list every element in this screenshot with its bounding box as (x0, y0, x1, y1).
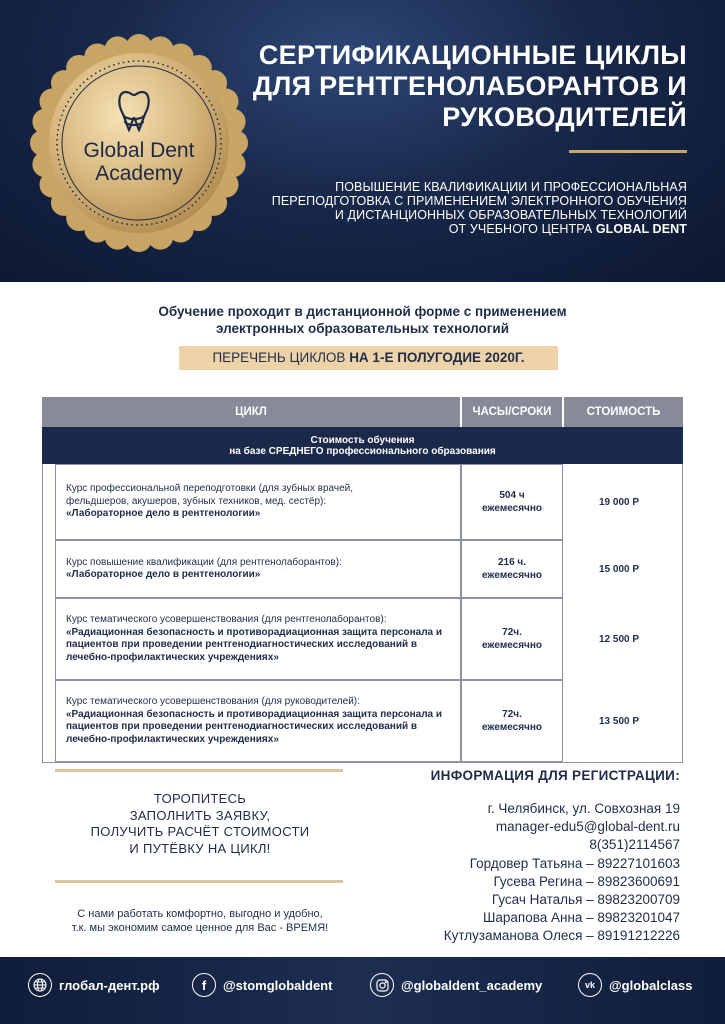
course-price: 13 500 Р (563, 680, 682, 762)
logo-name-line2: Academy (95, 162, 183, 185)
contact-person[interactable]: Гордовер Татьяна – 89227101603 (469, 855, 680, 871)
globe-icon (28, 973, 52, 997)
header-cycle: ЦИКЛ (42, 397, 460, 427)
website-link[interactable]: глобал-дент.рф (28, 973, 159, 997)
header-hours: ЧАСЫ/СРОКИ (462, 397, 562, 427)
page-subtitle: ПОВЫШЕНИЕ КВАЛИФИКАЦИИ И ПРОФЕССИОНАЛЬНАЯ ПЕРЕПОДГОТОВКА С ПРИМЕНЕНИЕМ ЭЛЕКТРОННОГО ОБУЧЕНИЯ И ДИСТАНЦИОННЫХ ОБРАЗОВАТЕЛЬНЫХ ТЕХНОЛОГИЙ ОТ УЧЕБНОГО ЦЕНТРА GLOBAL DENT (271, 180, 687, 236)
table-row (43, 464, 682, 540)
logo-name-line1: Global Dent (83, 139, 195, 162)
address: г. Челябинск, ул. Совхозная 19 (487, 801, 680, 816)
registration-title: ИНФОРМАЦИЯ ДЛЯ РЕГИСТРАЦИИ: (430, 768, 680, 783)
table-row (43, 680, 682, 762)
brand-name: GLOBAL DENT (595, 222, 687, 236)
course-description: Курс тематического усовершенствования (для руководителей): «Радиационная безопасность и противорадиационная защита персонала и пациентов при проведении рентгенодиагностических исследований в лечебно-профилактических учреждениях» (55, 680, 461, 762)
phone-link[interactable]: 8(351)2114567 (589, 837, 680, 853)
hero-banner (0, 0, 725, 282)
courses-table (42, 397, 683, 763)
table-row (43, 540, 682, 598)
course-hours: 72ч. ежемесячно (461, 598, 563, 680)
email-link[interactable]: manager-edu5@global-dent.ru (495, 819, 680, 835)
page-title: СЕРТИФИКАЦИОННЫЕ ЦИКЛЫ ДЛЯ РЕНТГЕНОЛАБОРАНТОВ И РУКОВОДИТЕЛЕЙ (252, 40, 687, 132)
vk-icon: vk (578, 973, 602, 997)
course-price: 15 000 Р (563, 540, 682, 598)
contact-person[interactable]: Кутлузаманова Олеся – 89191212226 (443, 928, 680, 944)
table-body (42, 464, 683, 763)
contact-person[interactable]: Гусач Наталья – 89823200709 (491, 892, 680, 908)
facebook-link[interactable]: f @stomglobaldent (192, 973, 332, 997)
instagram-link[interactable]: @globaldent_academy (370, 973, 542, 997)
course-description: Курс повышение квалификации (для рентгенолаборантов): «Лабораторное дело в рентгенологии» (55, 540, 461, 598)
registration-info (360, 800, 680, 946)
facebook-icon: f (192, 973, 216, 997)
period-highlight: ПЕРЕЧЕНЬ ЦИКЛОВ НА 1-Е ПОЛУГОДИЕ 2020Г. (179, 346, 558, 370)
course-price: 12 500 Р (563, 598, 682, 680)
course-description: Курс тематического усовершенствования (для рентгенолаборантов): «Радиационная безопасность и противорадиационная защита персонала и пациентов при проведении рентгенодиагностических исследований в лечебно-профилактических учреждениях» (55, 598, 461, 680)
table-section-band: Стоимость обучения на базе СРЕДНЕГО профессионального образования (42, 427, 683, 464)
table-header (42, 397, 683, 427)
course-hours: 72ч. ежемесячно (461, 680, 563, 762)
vk-link[interactable]: vk @globalclass (578, 973, 692, 997)
table-row (43, 598, 682, 680)
course-description: Курс профессиональной переподготовки (для зубных врачей, фельдшеров, акушеров, зубных техников, мед. сестёр): «Лабораторное дело в рентгенологии» (55, 464, 461, 540)
course-hours: 504 ч ежемесячно (461, 464, 563, 540)
course-price: 19 000 Р (563, 464, 682, 540)
call-to-action: ТОРОПИТЕСЬ ЗАПОЛНИТЬ ЗАЯВКУ, ПОЛУЧИТЬ РАСЧЁТ СТОИМОСТИ И ПУТЁВКУ НА ЦИКЛ! (90, 791, 310, 856)
title-divider (569, 150, 687, 153)
header-price: СТОИМОСТЬ (564, 397, 683, 427)
comfort-note: С нами работать комфортно, выгодно и удобно, т.к. мы экономим самое ценное для Вас - ВРЕМЯ! (71, 908, 329, 934)
footer-bar (0, 957, 725, 1024)
contact-person[interactable]: Гусева Регина – 89823600691 (493, 873, 680, 889)
intro-text: Обучение проходит в дистанционной форме с применением электронных образовательных технологий (158, 304, 567, 336)
divider-bottom (55, 880, 343, 883)
contact-person[interactable]: Шарапова Анна – 89823201047 (482, 910, 680, 926)
divider-top (55, 769, 343, 772)
course-hours: 216 ч. ежемесячно (461, 540, 563, 598)
instagram-icon (370, 973, 394, 997)
